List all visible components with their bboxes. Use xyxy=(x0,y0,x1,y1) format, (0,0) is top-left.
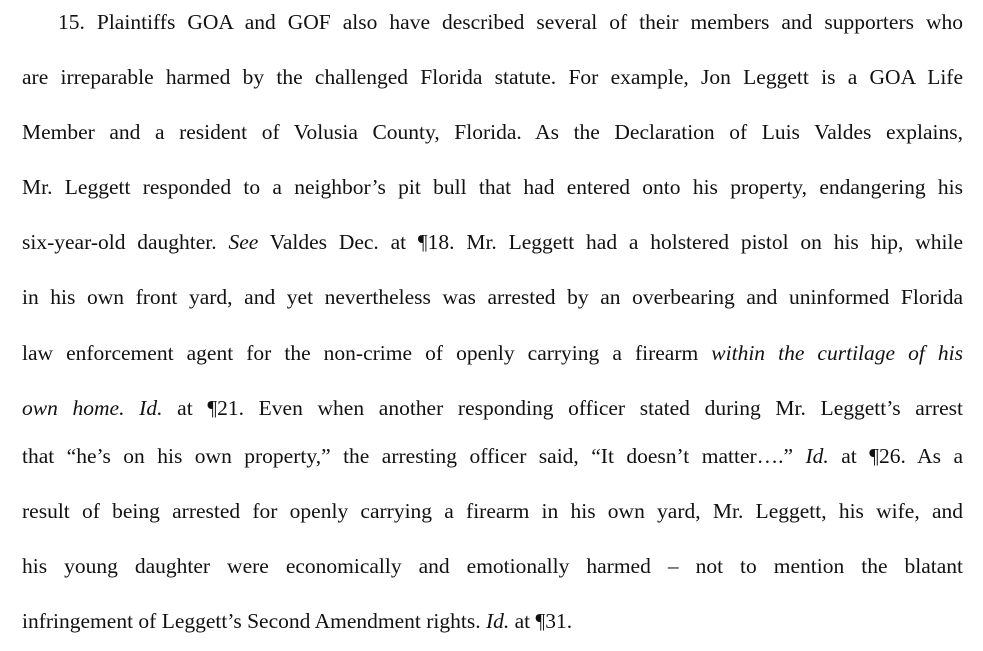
text-run: in his own front yard, and yet nevertheless was arrested by an overbearing and uninformed Florida xyxy=(22,285,963,309)
text-run: at ¶26. As a xyxy=(828,444,963,468)
paragraph-line-7 xyxy=(22,340,963,366)
text-run: own home. xyxy=(22,396,125,420)
text-run: See xyxy=(228,230,259,254)
text-run: within the curtilage of his xyxy=(711,341,963,365)
text-run: Id. xyxy=(485,609,510,633)
text-run: Valdes Dec. at ¶18. Mr. Leggett had a holstered pistol on his hip, while xyxy=(258,230,963,254)
text-run xyxy=(124,396,139,420)
text-run: Member and a resident of Volusia County, Florida. As the Declaration of Luis Valdes explains, xyxy=(22,120,963,144)
text-run: six-year-old daughter. xyxy=(22,230,229,254)
paragraph-line-4 xyxy=(22,174,963,200)
paragraph-line-11 xyxy=(22,553,963,579)
paragraph-line-10 xyxy=(22,498,963,524)
text-run: Id. xyxy=(139,396,163,420)
text-run: that “he’s on his own property,” the arresting officer said, “It doesn’t matter….” xyxy=(22,444,806,468)
text-run: result of being arrested for openly carrying a firearm in his own yard, Mr. Leggett, his wife, and xyxy=(22,499,963,523)
text-run: at ¶21. Even when another responding officer stated during Mr. Leggett’s arrest xyxy=(162,396,963,420)
text-run: 15. Plaintiffs GOA and GOF also have described several of their members and supporters who xyxy=(58,10,963,34)
paragraph-line-2 xyxy=(22,64,963,90)
text-run: his young daughter were economically and emotionally harmed – not to mention the blatant xyxy=(22,554,963,578)
text-run: infringement of Leggett’s Second Amendment rights. xyxy=(22,609,486,633)
paragraph-line-6 xyxy=(22,284,963,310)
text-run: Id. xyxy=(805,444,829,468)
paragraph-line-1 xyxy=(58,9,963,35)
paragraph-line-5 xyxy=(22,229,963,255)
text-run: Mr. Leggett responded to a neighbor’s pit bull that had entered onto his property, endangering his xyxy=(22,175,963,199)
text-run: law enforcement agent for the non-crime of openly carrying a firearm xyxy=(22,341,712,365)
paragraph-line-9 xyxy=(22,443,963,469)
paragraph-line-8 xyxy=(22,395,963,421)
paragraph-line-3 xyxy=(22,119,963,145)
text-run: are irreparable harmed by the challenged Florida statute. For example, Jon Leggett is a GOA Life xyxy=(22,65,963,89)
text-run: at ¶31. xyxy=(509,609,573,633)
paragraph-line-12 xyxy=(22,608,963,634)
